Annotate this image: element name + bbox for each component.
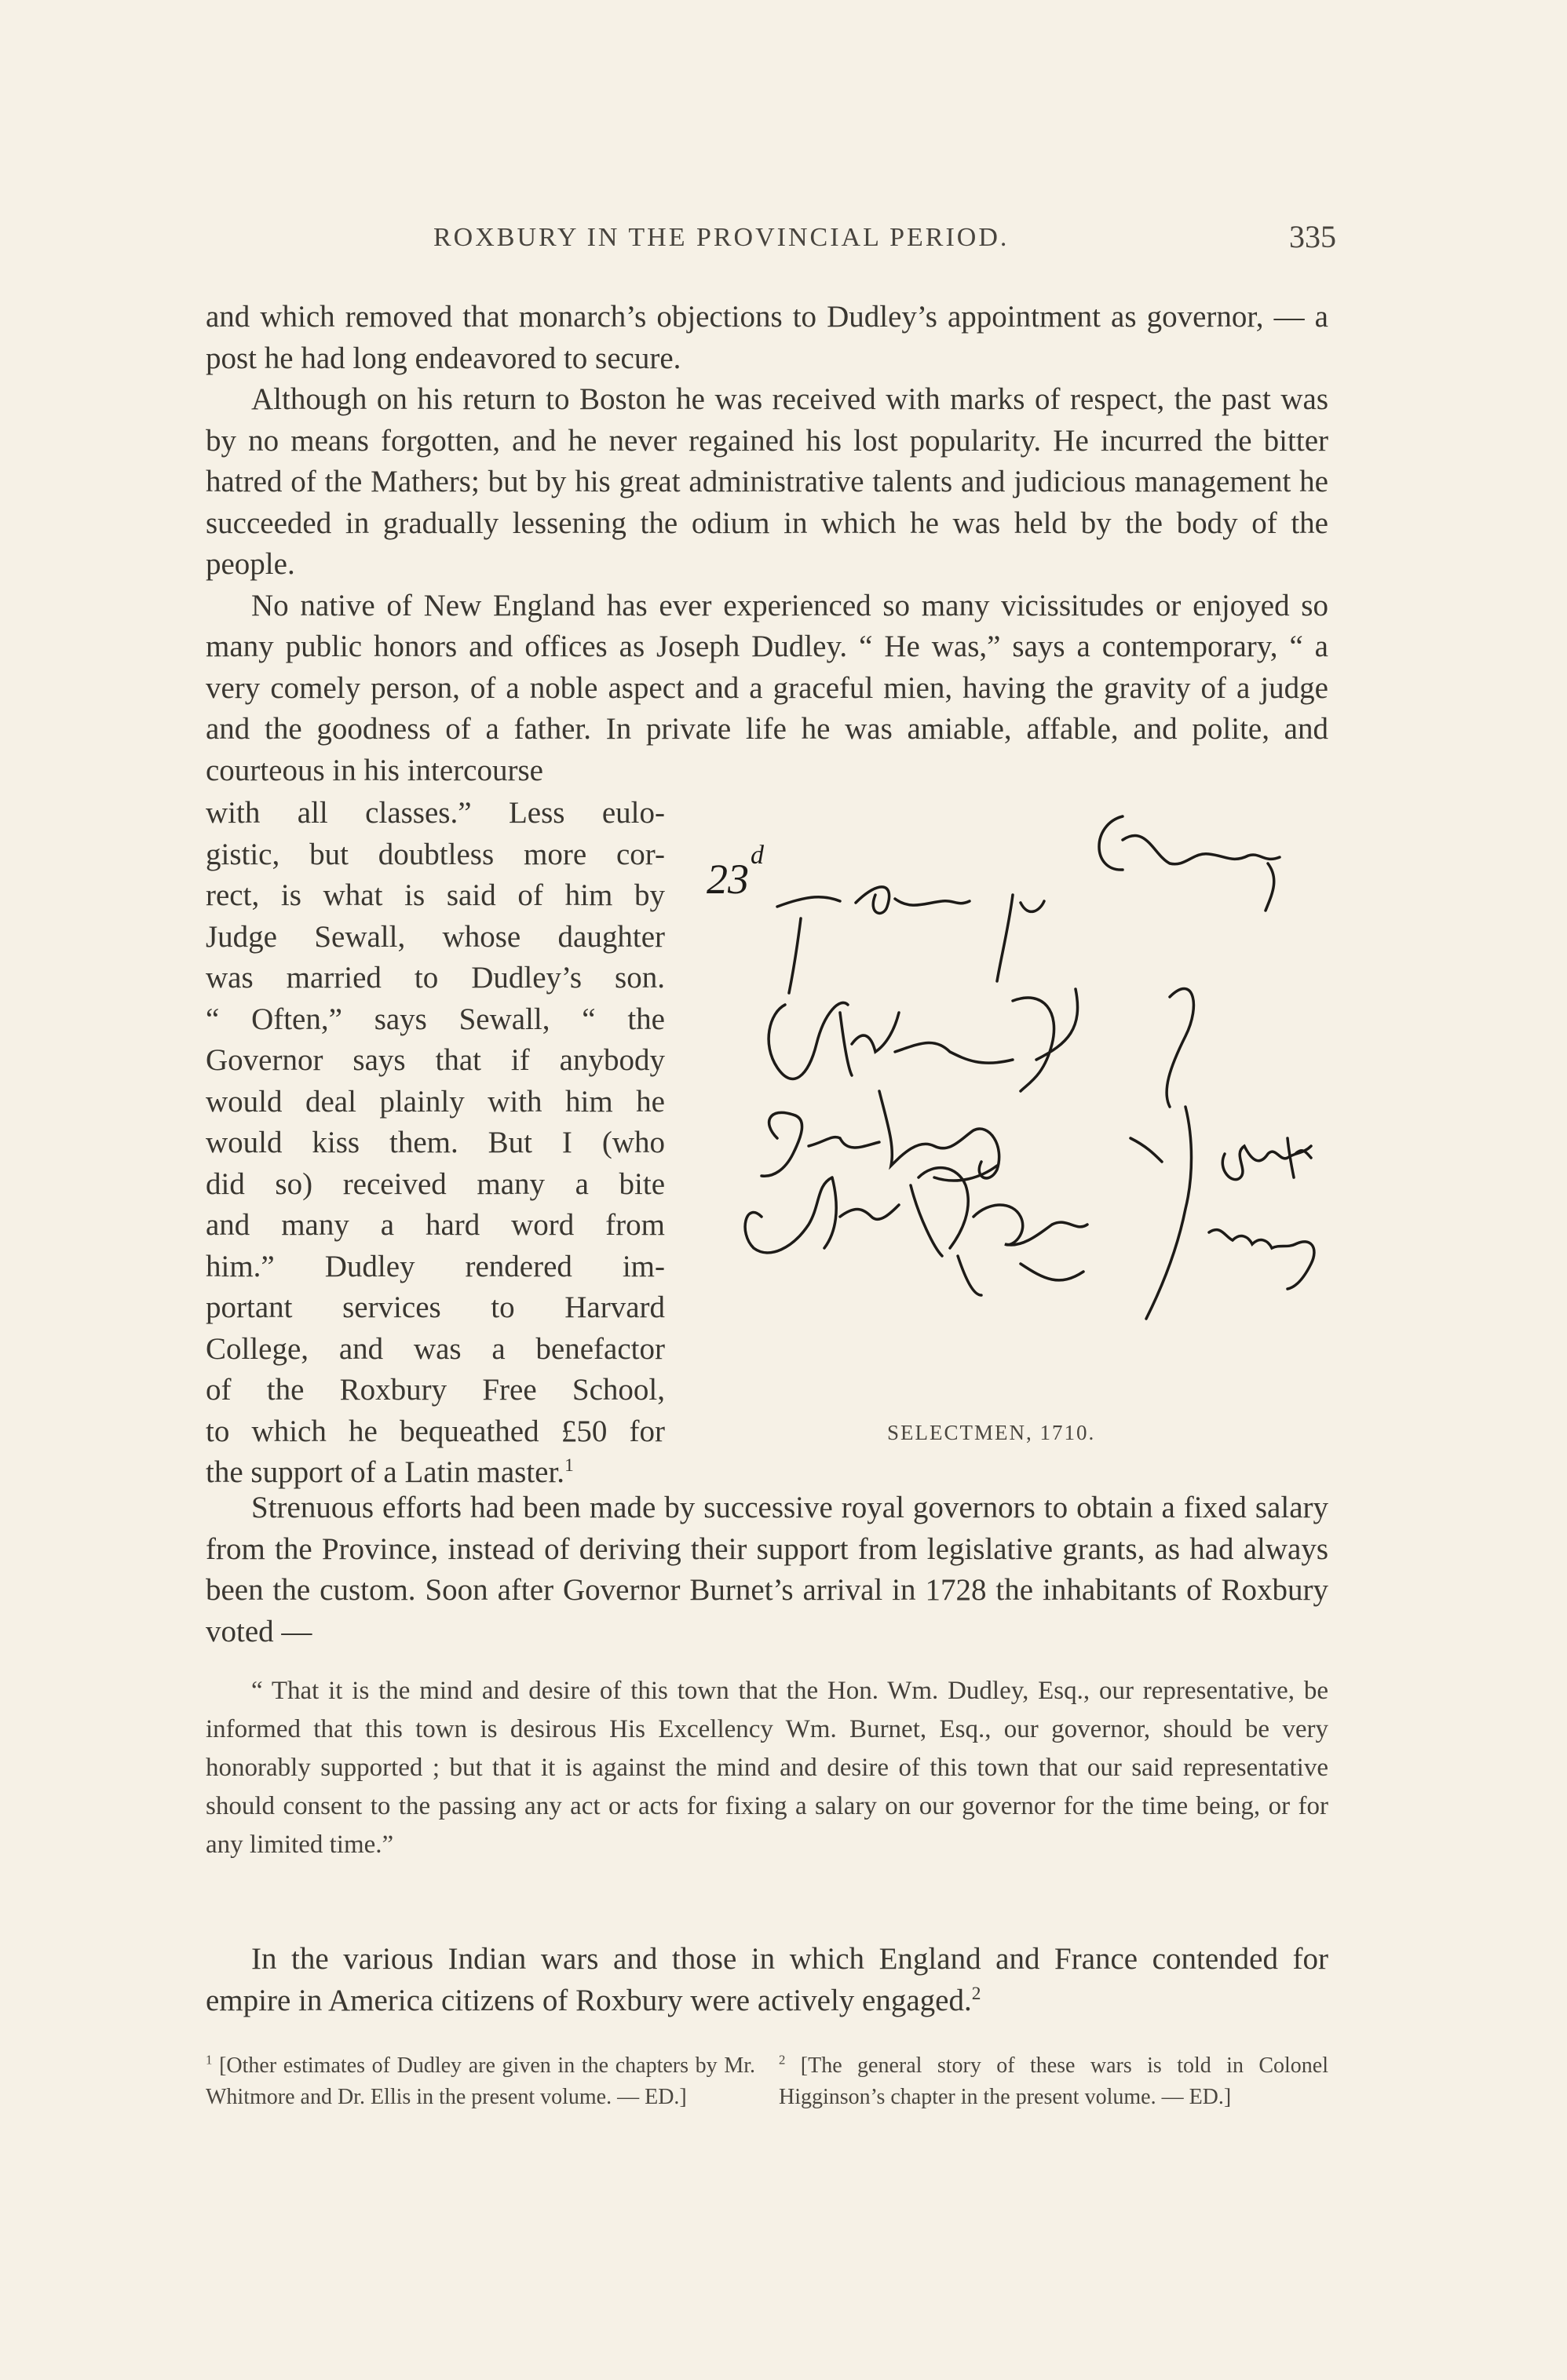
running-title: ROXBURY IN THE PROVINCIAL PERIOD.	[433, 223, 1010, 252]
wrap-last-text: the support of a Latin master.	[206, 1455, 565, 1489]
wrap-line: would deal plainly with him he	[206, 1084, 665, 1119]
footnote-ref-1[interactable]: 1	[564, 1455, 574, 1476]
paragraph-5-text: In the various Indian wars and those in which England and France contended for empire in America citizens of Roxbury were actively engaged.	[206, 1942, 1328, 2017]
paragraph-5	[206, 1939, 1328, 2021]
signature-caption: SELECTMEN, 1710.	[887, 1421, 1096, 1444]
wrap-line: with all classes.” Less eulo-	[206, 796, 665, 830]
footnote-1	[206, 2050, 755, 2113]
running-header	[206, 218, 1336, 265]
wrap-line: Governor says that if anybody	[206, 1043, 665, 1077]
sig-day: 23	[707, 856, 749, 903]
paragraph-4: Strenuous efforts had been made by successive royal governors to obtain a fixed salary from the Province, instead of deriving their support from legislative grants, as had always been the custom. Soon after Governor Burnet’s arrival in 1728 the inhabitants of Roxbury voted —	[206, 1491, 1328, 1648]
body-text-middle	[206, 1488, 1328, 1652]
wrap-line: to which he bequeathed £50 for	[206, 1414, 665, 1448]
wrap-line: portant services to Harvard	[206, 1290, 665, 1324]
signatures-facsimile	[683, 809, 1342, 1421]
footnote-2-number: 2	[779, 2052, 786, 2068]
block-quote	[206, 1672, 1328, 1864]
wrapped-column	[206, 793, 665, 1494]
wrap-line: would kiss them. But I (who	[206, 1126, 665, 1159]
footnote-ref-2[interactable]: 2	[971, 1983, 981, 2004]
wrap-line: him.” Dudley rendered im-	[206, 1249, 665, 1283]
signature-svg	[683, 809, 1342, 1421]
wrap-line: gistic, but doubtless more cor-	[206, 837, 665, 871]
wrap-line: Judge Sewall, whose daughter	[206, 919, 665, 954]
paragraph-3: No native of New England has ever experienced so many vicissitudes or enjoyed so many public honors and offices as Joseph Dudley. “ He was,” says a contemporary, “ a very comely person, of a noble aspect and a graceful mien, having the gravity of a judge and the goodness of a father. In private life he was amiable, affable, and polite, and courteous in his intercourse	[206, 588, 1328, 787]
wrap-line: “ Often,” says Sewall, “ the	[206, 1002, 665, 1036]
footnote-1-text: [Other estimates of Dudley are given in the chapters by Mr. Whitmore and Dr. Ellis in the present volume. — ED.]	[206, 2053, 756, 2109]
body-text-bottom	[206, 1939, 1328, 2021]
wrap-line: rect, is what is said of him by	[206, 878, 665, 912]
footnote-2	[779, 2050, 1328, 2113]
wrap-line: College, and was a benefactor	[206, 1331, 665, 1366]
paragraph-2: Although on his return to Boston he was received with marks of respect, the past was by no means forgotten, and he never regained his lost popularity. He incurred the bitter hatred of the Mathers; but by his great administrative talents and judicious management he succeeded in gradually lessening the odium in which he was held by the body of the people.	[206, 382, 1328, 581]
footnotes	[206, 2050, 1328, 2145]
paragraph-1: and which removed that monarch’s objections to Dudley’s appointment as governor, — a post he had long endeavored to secure.	[206, 300, 1328, 375]
wrap-line: did so) received many a bite	[206, 1166, 665, 1201]
wrap-line: of the Roxbury Free School,	[206, 1373, 665, 1407]
page-number: 335	[1289, 219, 1336, 254]
wrap-line: was married to Dudley’s son.	[206, 961, 665, 995]
footnote-1-number: 1	[206, 2052, 213, 2068]
wrap-line: and many a hard word from	[206, 1208, 665, 1242]
footnote-2-text: [The general story of these wars is told in Colonel Higginson’s chapter in the present volume. — ED.]	[779, 2053, 1328, 2109]
quote-text: “ That it is the mind and desire of this town that the Hon. Wm. Dudley, Esq., our representative, be informed that this town is desirous His Excellency Wm. Burnet, Esq., our governor, should be very honorably supported ; but that it is against the mind and desire of this town that our said representative should consent to the passing any act or acts for fixing a salary on our governor for the time being, or for any limited time.”	[206, 1677, 1328, 1859]
body-text-top	[206, 297, 1328, 791]
sig-day-sup: d	[751, 841, 764, 870]
